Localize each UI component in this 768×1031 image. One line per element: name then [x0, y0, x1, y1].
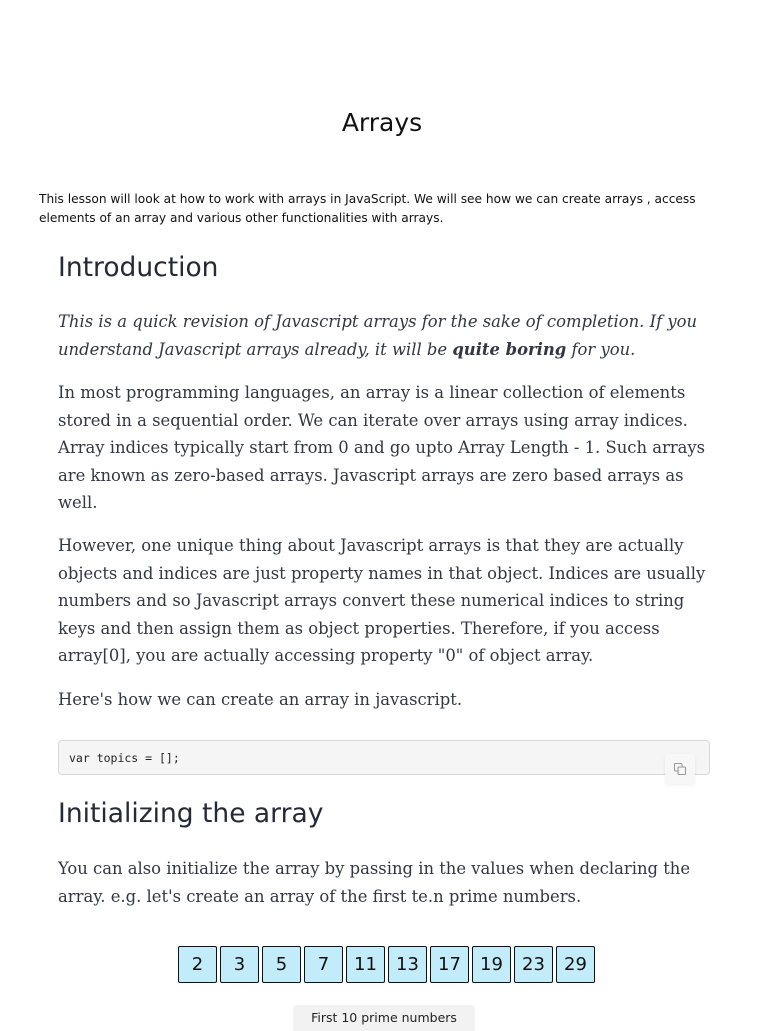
- array-cell: 17: [430, 946, 469, 983]
- prime-array-diagram: [178, 946, 595, 983]
- array-cell: 3: [220, 946, 259, 983]
- figure-caption: First 10 prime numbers: [293, 1005, 475, 1031]
- array-cell: 13: [388, 946, 427, 983]
- page-title: Arrays: [341, 108, 423, 137]
- introduction-heading: Introduction: [58, 252, 219, 283]
- lesson-summary: This lesson will look at how to work with arrays in JavaScript. We will see how we can create arrays , access elements of an array and various other functionalities with arrays.: [39, 192, 696, 225]
- revision-note-end: for you.: [566, 339, 636, 359]
- copy-icon: [673, 762, 687, 776]
- copy-code-button[interactable]: [665, 754, 695, 784]
- code-text[interactable]: var topics = [];: [69, 751, 180, 765]
- code-block[interactable]: [58, 740, 710, 775]
- create-array-paragraph: Here's how we can create an array in javascript.: [58, 690, 463, 709]
- array-cell: 19: [472, 946, 511, 983]
- array-cell: 5: [262, 946, 301, 983]
- revision-note-bold: quite boring: [452, 339, 567, 359]
- array-definition-paragraph: In most programming languages, an array is a linear collection of elements stored in a sequential order. We can iterate over arrays using array indices. Array indices typically start from 0 and go upto Array Length - 1. Such arrays are known as zero-based arrays. Javascript arrays are zero based arrays as well.: [58, 383, 706, 512]
- array-cell: 2: [178, 946, 217, 983]
- array-cell: 11: [346, 946, 385, 983]
- array-cell: 23: [514, 946, 553, 983]
- array-cell: 29: [556, 946, 595, 983]
- initializing-heading: Initializing the array: [58, 798, 324, 829]
- array-cell: 7: [304, 946, 343, 983]
- revision-note: [58, 308, 710, 363]
- revision-note-text: This is a quick revision of Javascript arrays for the sake of completion. If you understand Javascript arrays already, it will be: [58, 312, 698, 359]
- array-objects-paragraph: However, one unique thing about Javascript arrays is that they are actually objects and indices are just property names in that object. Indices are usually numbers and so Javascript arrays convert these numerical indices to string keys and then assign them as object properties. Therefore, if you access array[0], you are actually accessing property "0" of object array.: [58, 536, 706, 665]
- initialize-paragraph: You can also initialize the array by passing in the values when declaring the array. e.g. let's create an array of the first te.n prime numbers.: [58, 859, 691, 906]
